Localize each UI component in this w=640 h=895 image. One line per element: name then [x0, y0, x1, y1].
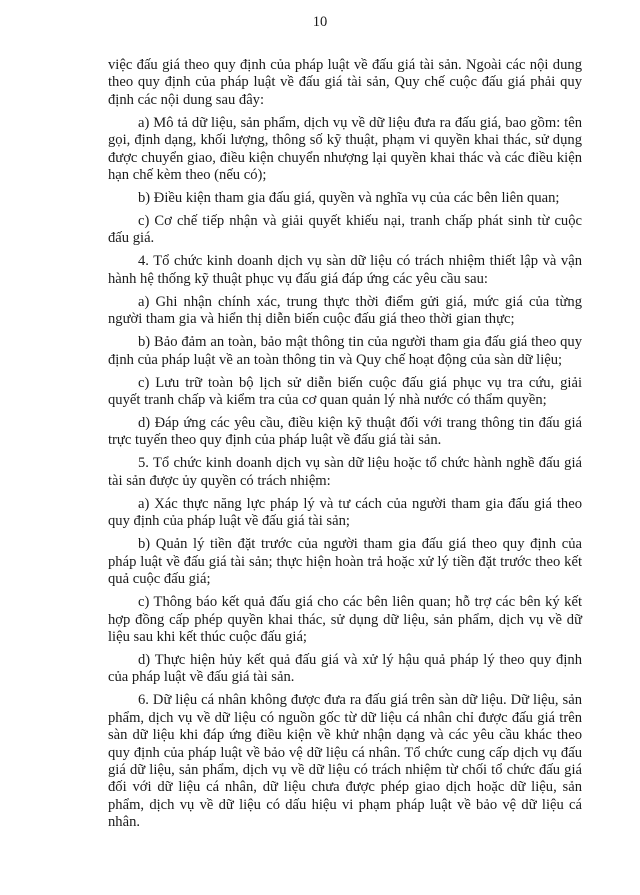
- paragraph-item-4b: b) Bảo đảm an toàn, bảo mật thông tin của người tham gia đấu giá theo quy định của pháp luật về an toàn thông tin và Quy chế hoạt động của sàn dữ liệu;: [108, 334, 582, 368]
- paragraph-clause-5: 5. Tổ chức kinh doanh dịch vụ sàn dữ liệu hoặc tổ chức hành nghề đấu giá tài sản được ủy quyền có trách nhiệm:: [108, 455, 582, 489]
- paragraph-item-3c: c) Cơ chế tiếp nhận và giải quyết khiếu nại, tranh chấp phát sinh từ cuộc đấu giá.: [108, 213, 582, 247]
- paragraph-continuation: việc đấu giá theo quy định của pháp luật về đấu giá tài sản. Ngoài các nội dung theo quy định của pháp luật về đấu giá tài sản, Quy chế cuộc đấu giá phải quy định các nội dung sau đây:: [108, 57, 582, 108]
- paragraph-item-4a: a) Ghi nhận chính xác, trung thực thời điểm gửi giá, mức giá của từng người tham gia và hiển thị diễn biến cuộc đấu giá theo thời gian thực;: [108, 293, 582, 328]
- paragraph-item-5d: d) Thực hiện hủy kết quả đấu giá và xử lý hậu quả pháp lý theo quy định của pháp luật về đấu giá tài sản.: [108, 651, 582, 686]
- paragraph-item-4c: c) Lưu trữ toàn bộ lịch sử diễn biến cuộc đấu giá phục vụ tra cứu, giải quyết tranh chấp và kiểm tra của cơ quan quản lý nhà nước có thẩm quyền;: [108, 374, 582, 409]
- paragraph-item-3a: a) Mô tả dữ liệu, sản phẩm, dịch vụ về dữ liệu đưa ra đấu giá, bao gồm: tên gọi, định dạng, khối lượng, thông số kỹ thuật, phạm vi quyền khai thác, sử dụng được chuyển giao, điều kiện chuyển nhượng lại quyền khai thác và các điều kiện hạn chế kèm theo (nếu có);: [108, 114, 582, 184]
- paragraph-item-5c: c) Thông báo kết quả đấu giá cho các bên liên quan; hỗ trợ các bên ký kết hợp đồng cấp phép quyền khai thác, sử dụng dữ liệu, sản phẩm, dịch vụ về dữ liệu sau khi kết thúc cuộc đấu giá;: [108, 594, 582, 645]
- document-body: [108, 57, 582, 837]
- page-number: 10: [312, 14, 328, 30]
- paragraph-item-4d: d) Đáp ứng các yêu cầu, điều kiện kỹ thuật đối với trang thông tin đấu giá trực tuyến theo quy định của pháp luật về đấu giá tài sản.: [108, 415, 582, 449]
- paragraph-item-5b: b) Quản lý tiền đặt trước của người tham gia đấu giá theo quy định của pháp luật về đấu giá tài sản; thực hiện hoàn trả hoặc xử lý tiền đặt trước theo kết quả cuộc đấu giá;: [108, 536, 582, 588]
- paragraph-clause-4: 4. Tổ chức kinh doanh dịch vụ sàn dữ liệu có trách nhiệm thiết lập và vận hành hệ thống kỹ thuật phục vụ đấu giá đáp ứng các yêu cầu sau:: [108, 253, 582, 287]
- paragraph-clause-6: 6. Dữ liệu cá nhân không được đưa ra đấu giá trên sàn dữ liệu. Dữ liệu, sản phẩm, dịch vụ về dữ liệu có nguồn gốc từ dữ liệu cá nhân chỉ được đấu giá trên sàn dữ liệu khi đáp ứng điều kiện về khử nhận dạng và các yêu cầu khác theo quy định của pháp luật về bảo vệ dữ liệu cá nhân. Tổ chức cung cấp dịch vụ đấu giá dữ liệu, sản phẩm, dịch vụ về dữ liệu có trách nhiệm từ chối tổ chức đấu giá đối với dữ liệu cá nhân, dữ liệu chưa được phép giao dịch hoặc dữ liệu, sản phẩm, dịch vụ về dữ liệu có dấu hiệu vi phạm pháp luật về bảo vệ dữ liệu cá nhân.: [108, 692, 582, 831]
- paragraph-item-3b: b) Điều kiện tham gia đấu giá, quyền và nghĩa vụ của các bên liên quan;: [138, 190, 560, 207]
- paragraph-item-5a: a) Xác thực năng lực pháp lý và tư cách của người tham gia đấu giá theo quy định của pháp luật về đấu giá tài sản;: [108, 495, 582, 530]
